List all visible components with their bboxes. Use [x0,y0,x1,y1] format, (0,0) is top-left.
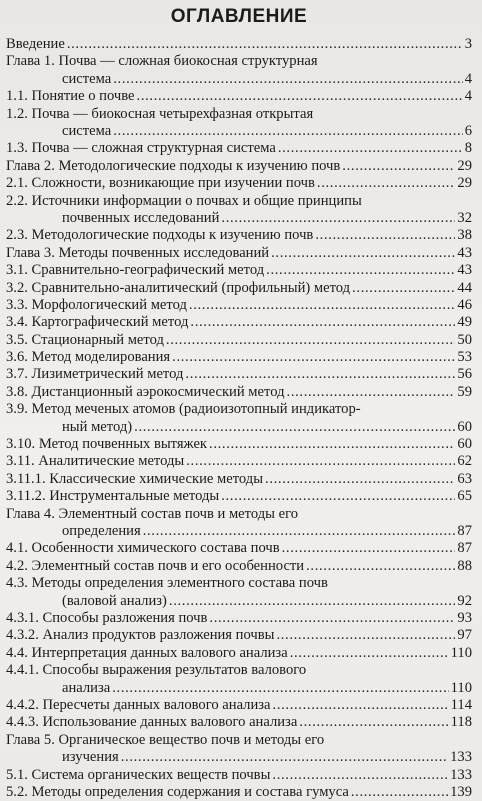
toc-entry[interactable] [6,506,472,541]
toc-entry-title: Глава 4. Элементный состав почв и методы его [6,505,298,522]
toc-entry-page: 62 [457,453,472,470]
toc-entry[interactable] [6,297,472,314]
toc-entry[interactable] [6,471,472,488]
toc-entry-title-continued: (валовой анализ) [62,592,167,609]
toc-entry[interactable] [6,610,472,627]
toc-entry-title-continued: почвенных исследований [62,209,220,226]
toc-entry[interactable] [6,401,472,436]
dot-leader [113,71,462,88]
toc-entry-page: 38 [457,227,472,244]
toc-entry-title-continued: система [62,70,112,87]
toc-entry-page: 8 [464,140,472,157]
toc-entry[interactable] [6,227,472,244]
dot-leader [137,88,463,105]
toc-entry-page: 46 [457,296,472,313]
toc-entry-title: 3.11.2. Инструментальные методы [6,488,220,505]
toc-entry-title: 4.4. Интерпретация данных валового анализа [6,644,288,661]
toc-entry-title-continued: система [62,122,112,139]
toc-entry-title: 4.4.2. Пересчеты данных валового анализа [6,696,271,713]
toc-entry-title: Глава 5. Органическое вещество почв и методы его [6,731,325,748]
dot-leader [113,123,462,140]
toc-entry-page: 50 [457,331,472,348]
toc-entry[interactable] [6,193,472,228]
toc-entry-title: 2.2. Источники информации о почвах и общие принципы [6,192,362,209]
toc-entry-page: 118 [450,714,472,731]
toc-entry-title: 3.9. Метод меченых атомов (радиоизотопный индикатор- [6,401,361,418]
toc-entry-title: Глава 2. Методологические подходы к изучению почв [6,157,341,174]
toc-entry-page: 93 [457,609,472,626]
dot-leader [273,697,449,714]
toc-entry-page: 139 [450,783,472,800]
toc-entry-title: 3.6. Метод моделирования [6,349,171,366]
toc-entry-page: 92 [457,592,472,609]
dot-leader [282,540,456,557]
toc-entry-page: 114 [450,696,472,713]
toc-entry-title: 3.1. Сравнительно-географический метод [6,262,265,279]
toc-entry-title: 4.3. Методы определения элементного состава почв [6,575,328,592]
dot-leader [190,314,455,331]
toc-entry-title: Глава 3. Методы почвенных исследований [6,244,270,261]
toc-entry-title: 4.2. Элементный состав почв и его особенности [6,557,305,574]
toc-entry[interactable] [6,53,472,88]
dot-leader [287,384,456,401]
toc-entry-page: 4 [464,88,472,105]
toc-entry[interactable] [6,784,472,801]
dot-leader [342,158,455,175]
dot-leader [278,140,463,157]
toc-entry[interactable] [6,697,472,714]
toc-entry-title: 3.11. Аналитические методы [6,453,185,470]
toc-entry-title: 3.5. Стационарный метод [6,331,164,348]
table-of-contents [6,36,472,801]
toc-entry-title: 5.2. Методы определения содержания и состава гумуса [6,783,349,800]
toc-entry[interactable] [6,714,472,731]
toc-entry-title: Глава 1. Почва — сложная биокосная структурная [6,53,318,70]
toc-entry[interactable] [6,540,472,557]
dot-leader [271,245,455,262]
toc-entry[interactable] [6,36,472,53]
dot-leader [209,436,455,453]
toc-entry-page: 32 [457,209,472,226]
dot-leader [272,767,448,784]
toc-entry[interactable] [6,158,472,175]
dot-leader [299,714,448,731]
toc-entry[interactable] [6,558,472,575]
dot-leader [172,349,455,366]
toc-entry-title: 3.2. Сравнительно-аналитический (профильный) метод [6,279,351,296]
toc-entry-title: 1.1. Понятие о почве [6,88,135,105]
dot-leader [112,680,448,697]
toc-entry-page: 110 [450,679,472,696]
toc-entry-page: 60 [457,418,472,435]
toc-entry-page: 44 [457,279,472,296]
toc-entry[interactable] [6,349,472,366]
dot-leader [67,36,463,53]
dot-leader [143,523,456,540]
dot-leader [317,175,456,192]
dot-leader [189,297,456,314]
toc-entry-page: 29 [457,175,472,192]
toc-entry[interactable] [6,627,472,644]
toc-entry-title: 3.3. Морфологический метод [6,296,187,313]
toc-entry[interactable] [6,575,472,610]
toc-entry[interactable] [6,488,472,505]
dot-leader [166,332,456,349]
toc-entry-page: 56 [457,366,472,383]
toc-entry[interactable] [6,106,472,141]
toc-entry[interactable] [6,645,472,662]
toc-entry[interactable] [6,662,472,697]
toc-entry[interactable] [6,175,472,192]
toc-entry-page: 97 [457,627,472,644]
dot-leader [266,262,455,279]
dot-leader [134,419,455,436]
toc-entry-title: 4.1. Особенности химического состава почв [6,540,280,557]
dot-leader [169,593,456,610]
toc-entry-title: 4.3.2. Анализ продуктов разложения почвы [6,627,275,644]
toc-entry[interactable] [6,767,472,784]
toc-entry-title-continued: анализа [62,679,111,696]
toc-entry-page: 133 [450,749,472,766]
dot-leader [306,558,455,575]
toc-entry-title: 1.2. Почва — биокосная четырехфазная открытая [6,105,314,122]
toc-entry-title: 2.3. Методологические подходы к изучению почв [6,227,314,244]
page-title: ОГЛАВЛЕНИЕ [170,6,308,27]
toc-entry[interactable] [6,140,472,157]
toc-entry-page: 43 [457,244,472,261]
dot-leader [315,227,455,244]
toc-entry-title: 3.4. Картографический метод [6,314,189,331]
toc-entry-title: 2.1. Сложности, возникающие при изучении почв [6,175,315,192]
toc-entry-title: 4.4.1. Способы выражения результатов валового [6,662,307,679]
toc-entry-page: 87 [457,540,472,557]
toc-entry-page: 110 [450,644,472,661]
toc-entry-page: 29 [457,157,472,174]
toc-entry-page: 49 [457,314,472,331]
toc-entry-page: 43 [457,262,472,279]
toc-entry-page: 60 [457,436,472,453]
dot-leader [221,488,455,505]
toc-entry-title-continued: ный метод) [62,418,133,435]
toc-entry-title: 4.3.1. Способы разложения почв [6,609,208,626]
toc-entry-page: 6 [464,122,472,139]
toc-entry-title: 1.3. Почва — сложная структурная система [6,140,276,157]
dot-leader [265,471,455,488]
toc-entry-title: 3.8. Дистанционный аэрокосмический метод [6,383,285,400]
dot-leader [290,645,449,662]
dot-leader [209,610,455,627]
dot-leader [276,627,455,644]
toc-entry-page: 65 [457,488,472,505]
dot-leader [352,280,455,297]
toc-entry[interactable] [6,366,472,383]
toc-entry[interactable] [6,262,472,279]
toc-entry-title-continued: изучения [62,749,119,766]
dot-leader [121,749,448,766]
dot-leader [185,366,455,383]
toc-entry[interactable] [6,314,472,331]
toc-entry-title: 3.10. Метод почвенных вытяжек [6,436,208,453]
toc-entry[interactable] [6,384,472,401]
dot-leader [351,784,448,801]
toc-entry-title: 3.7. Лизиметрический метод [6,366,184,383]
toc-entry-page: 133 [450,766,472,783]
dot-leader [186,453,455,470]
toc-entry-title: 3.11.1. Классические химические методы [6,470,264,487]
toc-entry[interactable] [6,280,472,297]
toc-entry-page: 3 [464,36,472,52]
toc-entry-page: 4 [464,70,472,87]
toc-entry-title-continued: определения [62,523,141,540]
toc-entry[interactable] [6,732,472,767]
toc-entry-page: 59 [457,383,472,400]
toc-entry-page: 53 [457,349,472,366]
toc-entry-title: 5.1. Система органических веществ почвы [6,766,271,783]
toc-entry[interactable] [6,245,472,262]
toc-entry[interactable] [6,453,472,470]
toc-entry-page: 88 [457,557,472,574]
toc-entry[interactable] [6,332,472,349]
toc-entry-page: 63 [457,470,472,487]
toc-entry-page: 87 [457,523,472,540]
toc-entry[interactable] [6,88,472,105]
toc-entry-title: 4.4.3. Использование данных валового анализа [6,714,298,731]
toc-entry[interactable] [6,436,472,453]
dot-leader [221,210,455,227]
toc-entry-title: Введение [6,36,65,52]
